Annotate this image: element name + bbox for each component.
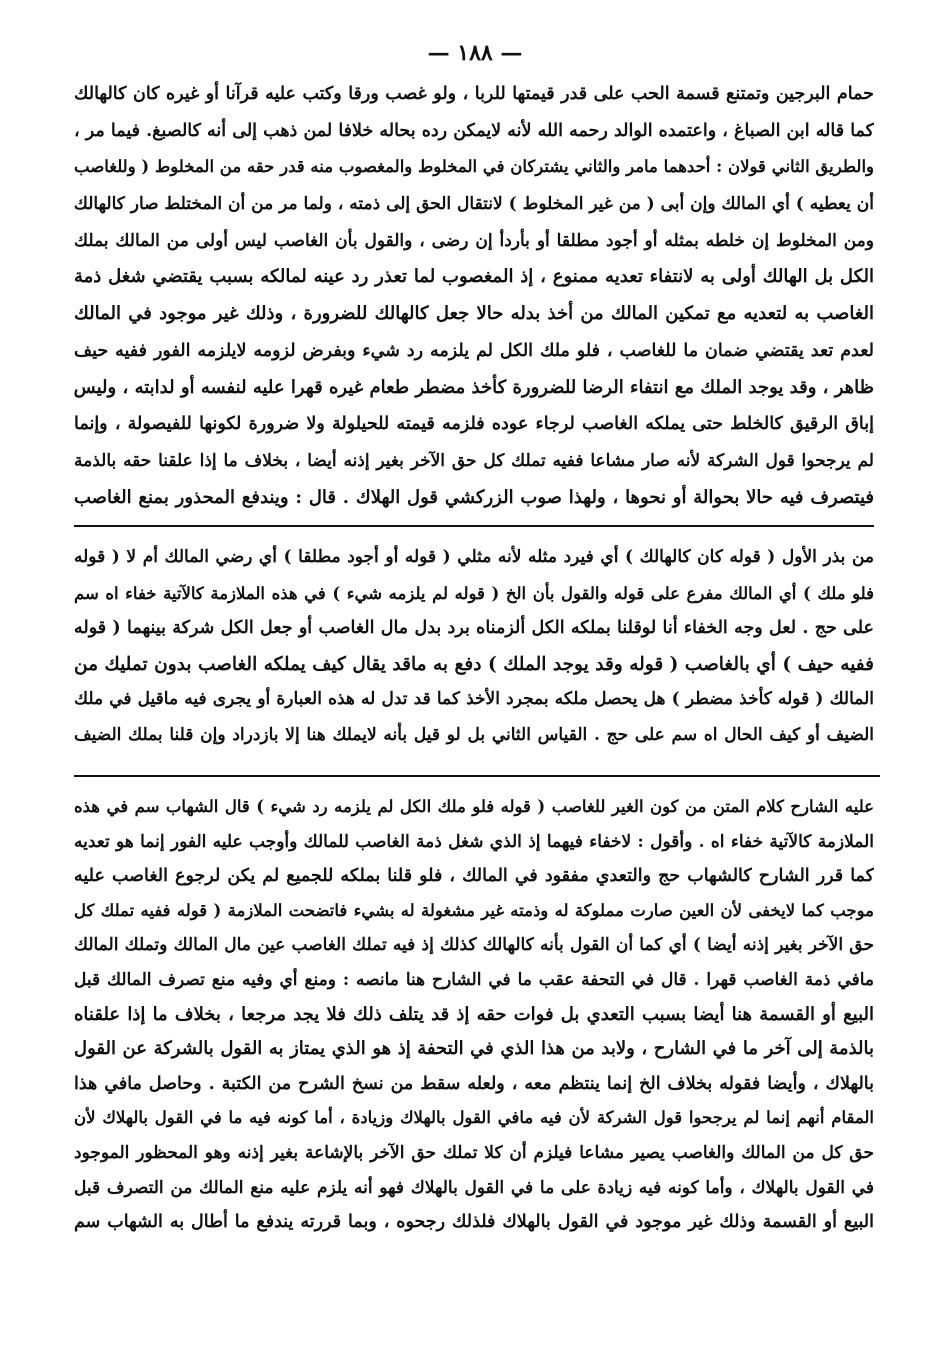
main-text-line: لم يرجحوا قول الشركة لأنه صار مشاعا ففيه تملك كل حق الآخر بغير إذنه أيضا ، بخلاف ما إذا علقنا حقه بالذمة bbox=[74, 450, 874, 471]
footnote-line: الضيف أو كيف الحال اه سم على حج . القياس الثاني بل لو قيل بأنه لايملك هنا إلا بازدراد وإن قلنا بملك الضيف bbox=[74, 724, 874, 745]
footnote-line: في القول بالهلاك ، وأما كونه فيه زيادة على ما في القول بالهلاك فهو أنه يلزم عليه منع المالك من التصرف قبل bbox=[74, 1177, 874, 1198]
footnote-divider bbox=[74, 775, 880, 777]
footnote-line: عليه الشارح كلام المتن من كون الغير للغاصب ( قوله فلو ملك الكل لم يلزمه رد شيء ) قال الشهاب سم في هذه bbox=[74, 797, 874, 816]
main-text-line: حمام البرجين وتمتنع قسمة الحب على قدر قيمتها للربا ، ولو غصب ورقا وكتب عليه قرآنا أو غيره كان كالهالك bbox=[74, 84, 874, 104]
footnote-line: ففيه حيف ) أي بالغاصب ( قوله وقد يوجد الملك ) دفع به ماقد يقال كيف يملكه الغاصب بدون تمليك من bbox=[74, 653, 874, 675]
main-text-line: الكل بل الهالك أولى به لانتفاء تعديه ممنوع ، إذ المغصوب لما تعذر رد عينه لمالكه بسبب يقتضي شغل ذمة bbox=[74, 266, 874, 288]
footnote-line: على حج . لعل وجه الخفاء أنا لوقلنا بملكه الكل ألزمناه برد بدل مال الغاصب أو جعل الكل شركة بينهما ( قوله bbox=[74, 618, 874, 639]
footnote-divider bbox=[74, 525, 874, 527]
footnote-line: المقام أنهم إنما لم يرجحوا قول الشركة لأن فيه مافي القول بالهلاك وزيادة ، أما كونه فيه ما في القول بالهلاك لأن bbox=[74, 1108, 874, 1128]
footnote-section-1 bbox=[74, 540, 874, 754]
main-text-line: الغاصب به لتعديه مع تمكين المالك من أخذ بدله حالا جعل كالهالك للضرورة ، وذلك غير موجود في المالك bbox=[74, 303, 874, 325]
page-number: — ١٨٨ — bbox=[427, 40, 523, 66]
footnote-line: حق الآخر بغير إذنه أيضا ) أي كما أن القول بأنه كالهالك كذلك إذ فيه تملك الغاصب عين مال المالك وتملك المالك bbox=[74, 935, 874, 956]
footnote-line: بالذمة إلى آخر ما في الشارح ، ولابد من هذا الذي في التحفة إذ هو الذي يمتاز به القول بالشركة عن القول bbox=[74, 1038, 874, 1060]
main-text-line: كما قاله ابن الصباغ ، واعتمده الوالد رحمه الله لأنه لايمكن رده بحاله خلافا لمن ذهب إلى أنه كالصبغ. فيما مر ، bbox=[74, 120, 874, 141]
footnote-line: مافي ذمة الغاصب قهرا . قال في التحفة عقب ما في الشارح هنا مانصه : ومنع أي وفيه منع تصرف المالك قبل bbox=[74, 969, 874, 990]
main-text-line: لعدم تعد يقتضي ضمان ما للغاصب ، فلو ملك الكل لم يلزمه رد شيء وبفرض لزومه لايلزمه الفور ففيه حيف bbox=[74, 340, 874, 361]
footnote-line: البيع أو القسمة هنا أيضا بسبب التعدي بل فوات حقه إذ قد يتلف ذلك فلا يجد مرجعا ، بخلاف ما إذا علقناه bbox=[74, 1003, 874, 1025]
main-text-line: إباق الرقيق كالخلط حتى يملكه الغاصب لرجاء عوده فلزمه قيمته للحيلولة ولا ضرورة لكونها للفيصولة ، وإنما bbox=[74, 414, 874, 435]
footnote-line: بالهلاك ، وأيضا فقوله بخلاف الخ إنما ينتظم معه ، ولعله سقط من نسخ الشرح من الكتبة . وحاصل مافي هذا bbox=[74, 1073, 874, 1094]
footnote-line: من بذر الأول ( قوله كان كالهالك ) أي فيرد مثله لأنه مثلي ( قوله أو أجود مطلقا ) أي رضي المالك أم لا ( قوله bbox=[74, 547, 874, 567]
footnote-line: كما قرر الشارح كالشهاب حج والتعدي مفقود في المالك ، فلو قلنا بملكه للجميع لم يكن لرجوع الغاصب عليه bbox=[74, 866, 874, 887]
footnote-line: حق كل من المالك والغاصب يصير مشاعا فيلزم أن كلا تملك حق الآخر بالإشاعة بغير إذنه وهو المحظور الموجود bbox=[74, 1142, 874, 1163]
main-text-line: ظاهر ، وقد يوجد الملك مع انتفاء الرضا للضرورة كأخذ مضطر طعام غيره قهرا عليه لنفسه أو لدابته ، وليس bbox=[74, 376, 874, 398]
footnote-line: موجب كما لايخفى لأن العين صارت مملوكة له وذمته غير مشغولة له بشيء فاتضحت الملازمة ( قوله ففيه تملك كل bbox=[74, 900, 874, 920]
main-text-line: والطريق الثاني قولان : أحدهما مامر والثاني يشتركان في المخلوط والمغصوب منه قدر حقه من المخلوط ( وللغاصب bbox=[74, 157, 874, 177]
footnote-line: البيع أو القسمة وذلك غير موجود في القول بالهلاك فلذلك رجحوه ، وبما قررته يندفع ما أطال به الشهاب سم bbox=[74, 1212, 874, 1233]
main-text-line: أن يعطيه ) أي المالك وإن أبى ( من غير المخلوط ) لانتقال الحق إلى ذمته ، ولما مر من أن المختلط صار كالهالك bbox=[74, 194, 874, 215]
footnote-line: فلو ملك ) أي المالك مفرع على قوله والقول بأن الخ ( قوله لم يلزمه شيء ) في هذه الملازمة كالآتية خفاء اه سم bbox=[74, 583, 874, 603]
footnote-section-2 bbox=[74, 790, 874, 1240]
main-text-line: فيتصرف فيه حالا بحوالة أو نحوها ، ولهذا صوب الزركشي قول الهلاك . قال : ويندفع المحذور بمنع الغاصب bbox=[74, 486, 874, 508]
footnote-line: المالك ( قوله كأخذ مضطر ) هل يحصل ملكه بمجرد الأخذ كما قد تدل له هذه العبارة أو يجرى فيه ماقيل في ملك bbox=[74, 689, 874, 710]
main-text-line: ومن المخلوط إن خلطه بمثله أو أجود مطلقا أو بأردأ إن رضى ، والقول بأن الغاصب ليس أولى من المالك بملك bbox=[74, 230, 874, 251]
main-text bbox=[74, 76, 874, 516]
footnote-line: الملازمة كالآتية خفاء اه . وأقول : لاخفاء فيهما إذ الذي شغل ذمة الغاصب للمالك وأوجب عليه الفور إنما هو تعديه bbox=[74, 831, 874, 852]
